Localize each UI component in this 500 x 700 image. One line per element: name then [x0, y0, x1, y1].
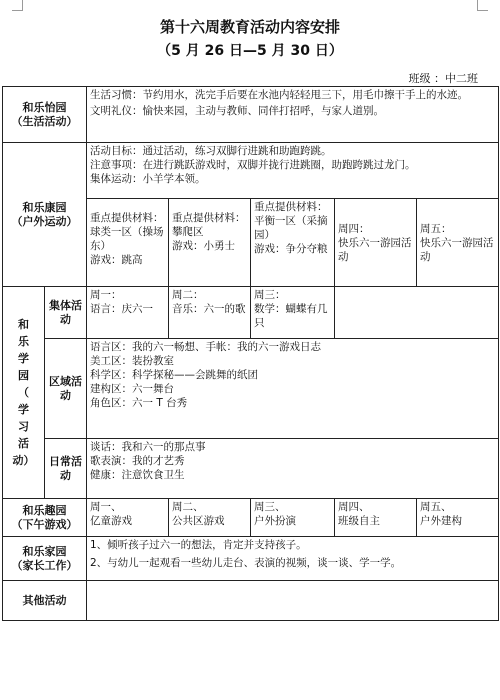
other-section-header: 其他活动 [3, 581, 87, 621]
fun-fri-text: 户外建构 [420, 515, 462, 527]
fun-mon [87, 499, 169, 537]
area-line-language: 语言区：我的六一畅想、手帐：我的六一游戏日志 [90, 341, 321, 353]
page-corner-mark-right [477, 0, 488, 11]
fun-thu [335, 499, 417, 537]
life-section-name: 和乐怡园 [22, 100, 67, 114]
learning-collective-row [3, 287, 499, 339]
learning-name-char-9: 动） [12, 454, 35, 467]
life-habit: 生活习惯：节约用水，洗完手后要在水池内轻轻甩三下，用毛巾擦干手上的水迹。 [90, 89, 468, 101]
fun-games-row [3, 499, 499, 537]
other-empty-line-1 [90, 582, 495, 596]
outdoor-day-2-game: 游戏：小勇士 [172, 240, 235, 252]
collective-empty-cell [335, 287, 499, 339]
outdoor-day-4-label: 周四： [338, 222, 370, 235]
collective-mon-day: 周一： [90, 289, 122, 301]
outdoor-day-3-material: 重点提供材料：平衡一区（采摘园） [254, 201, 328, 241]
area-line-science: 科学区：科学探秘——会跳舞的纸团 [90, 369, 258, 381]
learning-name-char-4: 园 [18, 369, 29, 382]
collective-mon [87, 287, 169, 339]
fun-fri [417, 499, 499, 537]
area-line-art: 美工区：装扮教室 [90, 355, 174, 367]
collective-tue-text: 音乐：六一的歌 [172, 303, 246, 315]
fun-tue [169, 499, 251, 537]
outdoor-day-4 [335, 199, 417, 287]
outdoor-info-content [87, 143, 499, 199]
home-section-header [3, 537, 87, 581]
fun-wed-text: 户外扮演 [254, 515, 296, 527]
learning-name-char-5: （ [18, 386, 29, 399]
home-work-content [87, 537, 499, 581]
learning-name-char-7: 习 [18, 420, 29, 433]
collective-wed-text: 数学：蝴蝶有几只 [254, 303, 328, 329]
home-section-name: 和乐家园 [22, 544, 67, 558]
outdoor-info-row [3, 143, 499, 199]
other-activity-row [3, 581, 499, 621]
outdoor-section-name: 和乐康园 [22, 200, 67, 214]
collective-tue [169, 287, 251, 339]
class-label: 班级 ：中二班 [408, 72, 478, 85]
home-work-row [3, 537, 499, 581]
learning-name-char-3: 学 [18, 352, 29, 365]
fun-wed [251, 499, 335, 537]
outdoor-day-1-material: 重点提供材料：球类一区（操场东） [90, 212, 164, 252]
collective-tue-day: 周二： [172, 289, 204, 301]
fun-section-name: 和乐趣园 [22, 503, 67, 517]
collective-wed-day: 周三： [254, 289, 286, 301]
outdoor-day-5-label: 周五： [420, 222, 452, 235]
fun-mon-text: 亿童游戏 [90, 515, 132, 527]
daily-line-song: 歌表演：我的才艺秀 [90, 455, 185, 467]
learning-name-char-6: 学 [18, 403, 29, 416]
other-empty-line-2 [90, 596, 495, 610]
life-section-sub: （生活活动） [11, 114, 78, 128]
outdoor-section-header [3, 143, 87, 287]
daily-activity-content [87, 439, 499, 499]
daily-activity-label: 日常活动 [45, 439, 87, 499]
outdoor-day-4-text: 快乐六一游园活动 [338, 236, 412, 263]
schedule-table [2, 86, 499, 621]
fun-tue-day: 周二、 [172, 501, 204, 513]
outdoor-day-2 [169, 199, 251, 287]
life-activity-content [87, 87, 499, 143]
fun-wed-day: 周三、 [254, 501, 286, 513]
daily-line-talk: 谈话：我和六一的那点事 [90, 441, 206, 453]
life-activity-row [3, 87, 499, 143]
fun-mon-day: 周一、 [90, 501, 122, 513]
collective-mon-text: 语言：庆六一 [90, 303, 153, 315]
collective-activity-label: 集体活动 [45, 287, 87, 339]
life-manners: 文明礼仪：愉快来园，主动与教师、同伴打招呼，与家人道别。 [90, 105, 384, 117]
home-line-2: 2、与幼儿一起观看一些幼儿走台、表演的视频，谈一谈、学一学。 [90, 557, 402, 569]
fun-tue-text: 公共区游戏 [172, 515, 225, 527]
outdoor-day-3 [251, 199, 335, 287]
outdoor-day-3-game: 游戏：争分夺粮 [254, 243, 328, 255]
other-activity-content [87, 581, 499, 621]
learning-daily-row [3, 439, 499, 499]
outdoor-day-5-text: 快乐六一游园活动 [420, 236, 494, 263]
learning-name-char-8: 活 [18, 437, 29, 450]
outdoor-notes: 注意事项：在进行跳跃游戏时，双脚并拢行进跳圈，助跑跨跳过龙门。 [90, 159, 416, 171]
home-line-1: 1、倾听孩子过六一的想法，肯定并支持孩子。 [90, 539, 307, 551]
area-activity-label: 区域活动 [45, 339, 87, 439]
collective-wed [251, 287, 335, 339]
fun-section-header [3, 499, 87, 537]
fun-thu-text: 班级自主 [338, 515, 380, 527]
outdoor-section-sub: （户外运动） [11, 214, 78, 228]
outdoor-group: 集体运动：小羊学本领。 [90, 173, 206, 185]
area-line-construction: 建构区：六一舞台 [90, 383, 174, 395]
learning-section-header [3, 287, 45, 499]
learning-name-char-2: 乐 [18, 335, 29, 348]
home-section-sub: （家长工作） [11, 558, 78, 572]
document-title: 第十六周教育活动内容安排 [159, 18, 340, 36]
area-line-role: 角色区：六一 T 台秀 [90, 397, 188, 409]
life-section-header [3, 87, 87, 143]
outdoor-day-5 [417, 199, 499, 287]
learning-area-row [3, 339, 499, 439]
outdoor-day-2-material: 重点提供材料：攀爬区 [172, 212, 246, 238]
daily-line-health: 健康：注意饮食卫生 [90, 469, 185, 481]
page-corner-mark-left [12, 0, 23, 11]
outdoor-goal: 活动目标：通过活动，练习双脚行进跳和助跑跨跳。 [90, 145, 332, 157]
outdoor-day-1-game: 游戏：跳高 [90, 254, 143, 266]
date-range: （5 月 26 日—5 月 30 日） [157, 43, 343, 59]
fun-section-sub: （下午游戏） [11, 517, 78, 531]
area-activity-content [87, 339, 499, 439]
fun-thu-day: 周四、 [338, 501, 370, 513]
fun-fri-day: 周五、 [420, 501, 452, 513]
outdoor-day-1 [87, 199, 169, 287]
learning-name-char-1: 和 [18, 318, 29, 331]
